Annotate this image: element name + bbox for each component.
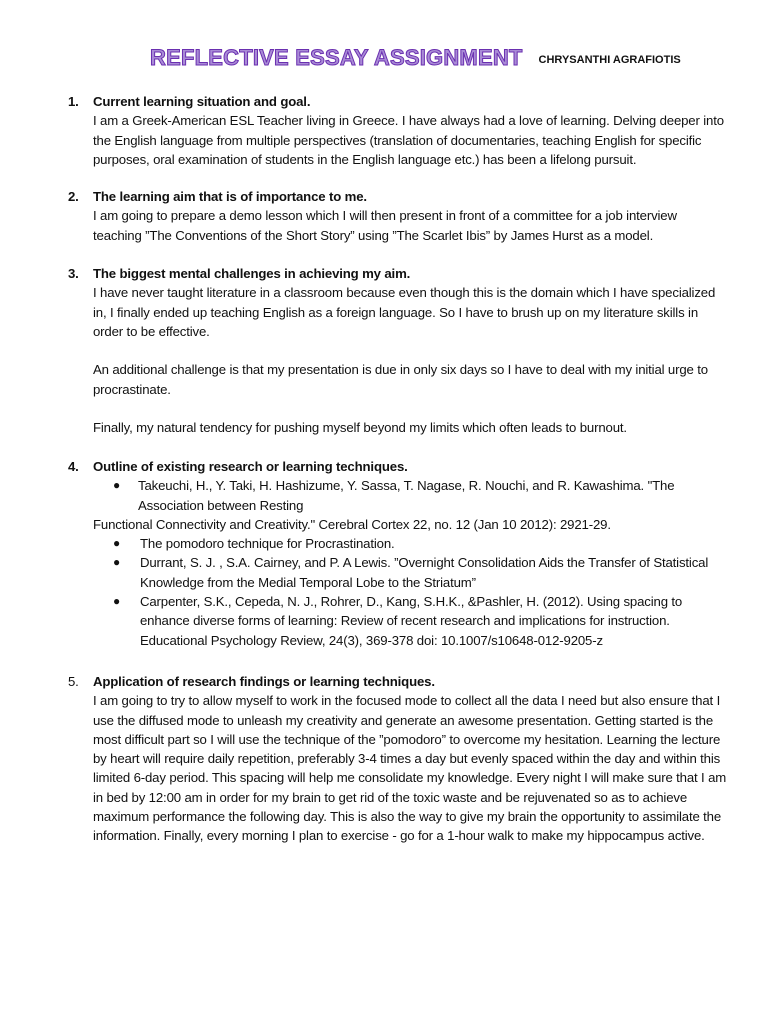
section-number: 5. <box>68 674 79 689</box>
section-number: 4. <box>68 459 79 474</box>
section-number: 3. <box>68 266 79 281</box>
reference-text: Carpenter, S.K., Cepeda, N. J., Rohrer, D., Kang, S.H.K., &Pashler, H. (2012). Using spacing to enhance diverse forms of learning: Review of recent research and implications for instruction. Educational Psychology Review, 24(3), 369-378 doi: 10.1007/s10648-012-9205-z <box>140 594 683 648</box>
reference-continuation: Functional Connectivity and Creativity." Cerebral Cortex 22, no. 12 (Jan 10 2012): 2921-29. <box>93 516 611 532</box>
reference-text: The pomodoro technique for Procrastination. <box>140 536 395 552</box>
section-heading: Outline of existing research or learning techniques. <box>93 459 408 474</box>
document-title: REFLECTIVE ESSAY ASSIGNMENT <box>150 45 523 70</box>
reference-text: Durrant, S. J. , S.A. Cairney, and P. A Lewis. ”Overnight Consolidation Aids the Transfer of Statistical Knowledge from the Medial Temporal Lobe to the Striatum” <box>140 555 709 590</box>
section-4 <box>68 457 728 650</box>
document-header <box>150 46 681 70</box>
section-heading: Current learning situation and goal. <box>93 94 311 109</box>
list-item <box>93 592 728 650</box>
section-heading: Application of research findings or learning techniques. <box>93 674 435 689</box>
bullet-icon: ● <box>113 594 121 609</box>
section-paragraph: I am going to prepare a demo lesson which I will then present in front of a committee for a job interview teaching ”The Conventions of the Short Story” using ”The Scarlet Ibis” by James Hurst as a model. <box>93 208 677 243</box>
section-paragraph: I am a Greek-American ESL Teacher living in Greece. I have always had a love of learning. Delving deeper into the English language from multiple perspectives (translation of documentaries, teaching English for specific purposes, oral examination of students in the English language etc.) has been a lifelong pursuit. <box>93 113 724 167</box>
bullet-icon: ● <box>113 555 121 570</box>
reference-text: Takeuchi, H., Y. Taki, H. Hashizume, Y. Sassa, T. Nagase, R. Nouchi, and R. Kawashima. "The Association between Resting <box>138 478 675 513</box>
author-name: CHRYSANTHI AGRAFIOTIS <box>538 54 681 66</box>
section-2 <box>68 187 728 245</box>
section-heading: The learning aim that is of importance to me. <box>93 189 367 204</box>
list-item <box>93 476 728 515</box>
section-3 <box>68 264 728 438</box>
list-item <box>93 553 728 592</box>
section-paragraph: I have never taught literature in a classroom because even though this is the domain which I have specialized in, I finally ended up teaching English as a foreign language. So I have to brush up on my literature skills in order to be effective. <box>93 285 716 339</box>
bullet-icon: ● <box>113 478 121 493</box>
section-number: 1. <box>68 94 79 109</box>
section-1 <box>68 92 728 169</box>
section-5 <box>68 672 728 846</box>
section-paragraph: An additional challenge is that my presentation is due in only six days so I have to deal with my initial urge to procrastinate. <box>93 362 708 397</box>
list-item <box>93 534 728 553</box>
section-paragraph: I am going to try to allow myself to work in the focused mode to collect all the data I need but also ensure that I use the diffused mode to unleash my creativity and generate an awesome presentation. Getting started is the most difficult part so I will use the technique of the ”pomodoro” to overcome my hesitation. Learning the lecture by heart will require daily repetition, preferably 3-4 times a day but evenly spaced within the day and within this limited 6-day period. This spacing will help me consolidate my knowledge. Every night I will make sure that I am in bed by 12:00 am in order for my brain to get rid of the toxic waste and be rejuvenated so as to achieve maximum performance the following day. This is also the way to give my brain the opportunity to assimilate the information. Finally, every morning I plan to exercise - go for a 1-hour walk to make my hippocampus active. <box>93 693 727 844</box>
section-number: 2. <box>68 189 79 204</box>
section-paragraph: Finally, my natural tendency for pushing myself beyond my limits which often leads to burnout. <box>93 420 627 436</box>
bullet-icon: ● <box>113 536 121 551</box>
section-heading: The biggest mental challenges in achieving my aim. <box>93 266 411 281</box>
